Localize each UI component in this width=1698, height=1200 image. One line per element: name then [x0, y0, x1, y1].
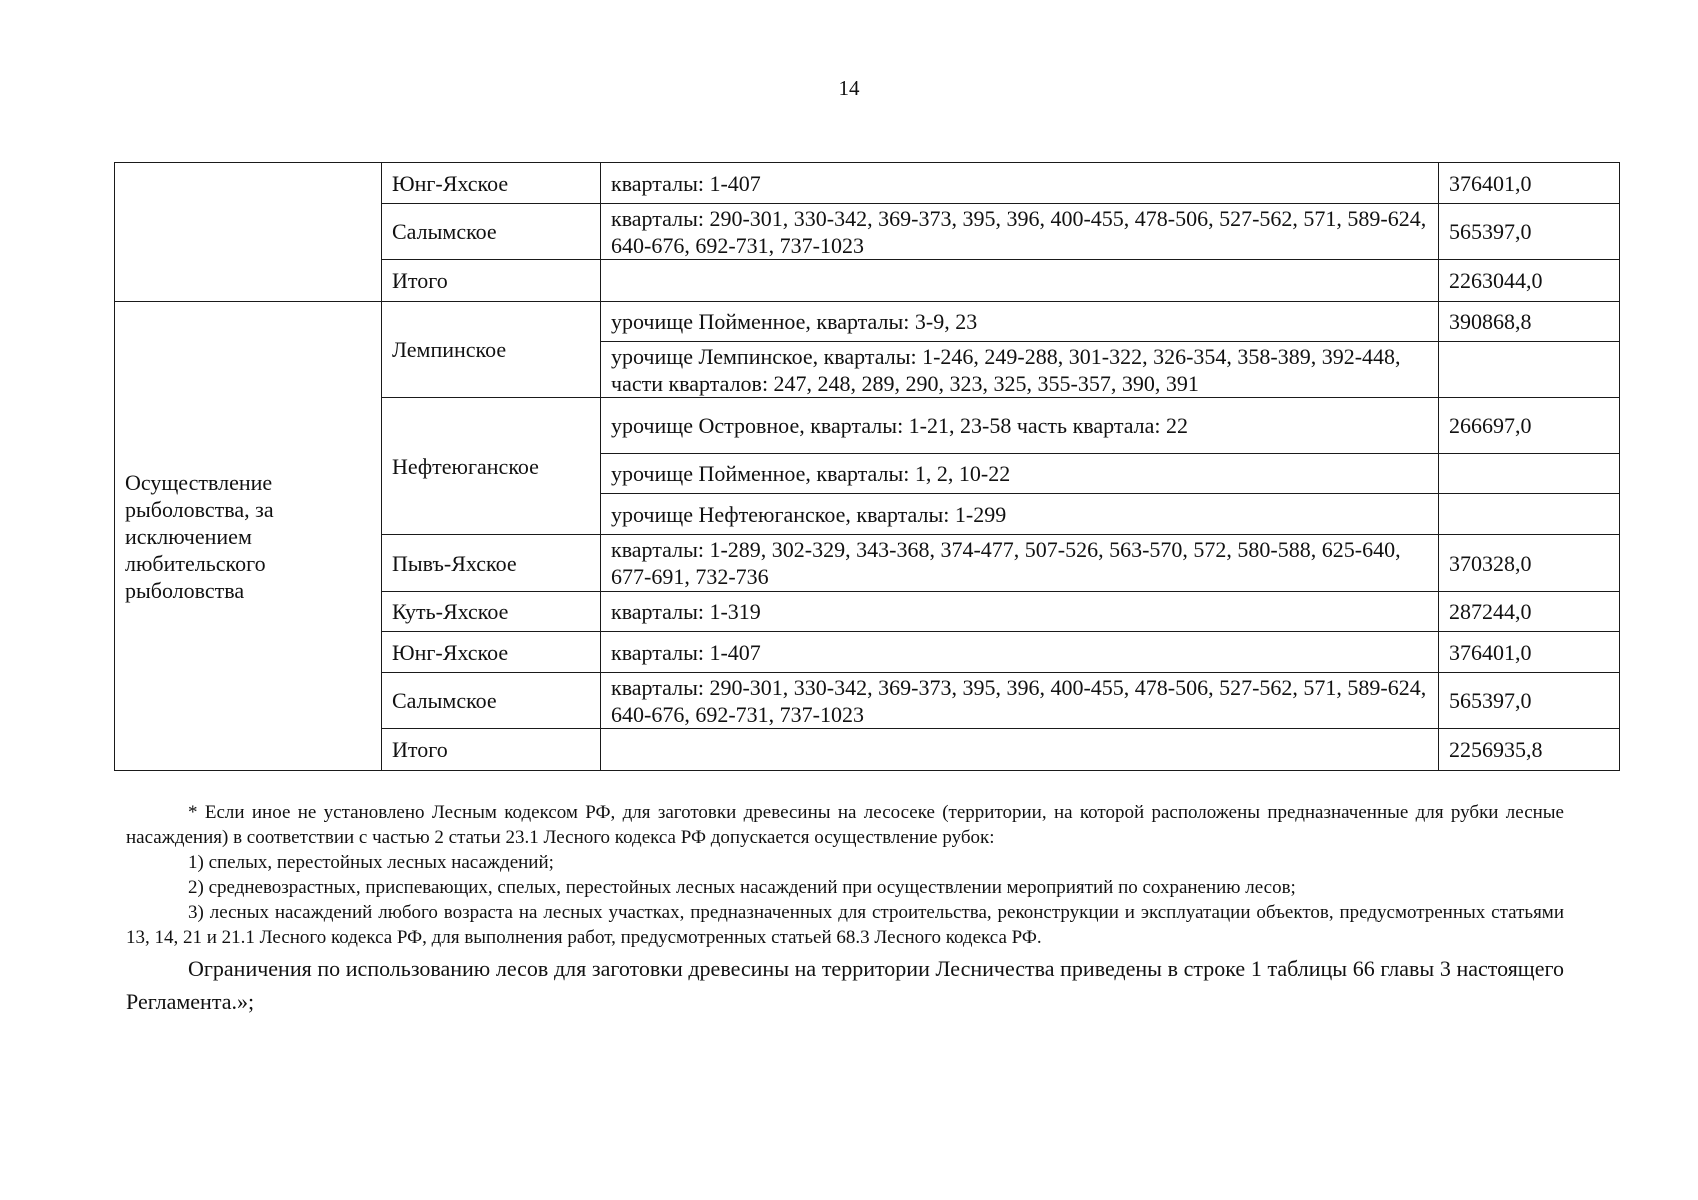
description-cell: урочище Пойменное, кварталы: 1, 2, 10-22 [601, 454, 1439, 494]
footnote-item: 2) средневозрастных, приспевающих, спелых, перестойных лесных насаждений при осуществлении мероприятий по сохранению лесов; [188, 877, 1296, 898]
description-cell: кварталы: 290-301, 330-342, 369-373, 395, 396, 400-455, 478-506, 527-562, 571, 589-624, 640-676, 692-731, 737-1023 [601, 673, 1439, 729]
activity-cell: Осуществление рыболовства, за исключением любительского рыболовства [115, 302, 382, 771]
district-cell: Салымское [382, 673, 601, 729]
area-cell: 565397,0 [1439, 673, 1620, 729]
footnote [126, 800, 1564, 950]
description-cell: кварталы: 1-319 [601, 592, 1439, 632]
district-cell: Пывъ-Яхское [382, 535, 601, 592]
restriction-text: Ограничения по использованию лесов для заготовки древесины на территории Лесничества приведены в строке 1 таблицы 66 главы 3 настоящего Регламента.»; [126, 956, 1564, 1014]
area-cell: 390868,8 [1439, 302, 1620, 342]
total-value: 2256935,8 [1439, 729, 1620, 771]
regulation-table [114, 162, 1620, 771]
description-cell: кварталы: 1-289, 302-329, 343-368, 374-477, 507-526, 563-570, 572, 580-588, 625-640, 677-691, 732-736 [601, 535, 1439, 592]
area-cell: 370328,0 [1439, 535, 1620, 592]
area-cell: 266697,0 [1439, 398, 1620, 454]
district-cell: Нефтеюганское [382, 398, 601, 535]
area-cell-empty [1439, 454, 1620, 494]
description-cell: кварталы: 1-407 [601, 163, 1439, 204]
total-value: 2263044,0 [1439, 260, 1620, 302]
area-cell: 376401,0 [1439, 632, 1620, 673]
district-cell: Лемпинское [382, 302, 601, 398]
footnote-intro: * Если иное не установлено Лесным кодексом РФ, для заготовки древесины на лесосеке (территории, на которой расположены предназначенные для рубки лесные насаждения) в соответствии с частью 2 статьи 23.1 Лесного кодекса РФ допускается осуществление рубок: [126, 802, 1564, 848]
district-cell: Салымское [382, 204, 601, 260]
description-cell-empty [601, 260, 1439, 302]
description-cell: урочище Пойменное, кварталы: 3-9, 23 [601, 302, 1439, 342]
total-label: Итого [382, 729, 601, 771]
footnote-item: 3) лесных насаждений любого возраста на лесных участках, предназначенных для строительства, реконструкции и эксплуатации объектов, предусмотренных статьями 13, 14, 21 и 21.1 Лесного кодекса РФ, для выполнения работ, предусмотренных статьей 68.3 Лесного кодекса РФ. [126, 902, 1564, 948]
description-cell: урочище Островное, кварталы: 1-21, 23-58 часть квартала: 22 [601, 398, 1439, 454]
area-cell-empty [1439, 342, 1620, 398]
district-cell: Юнг-Яхское [382, 163, 601, 204]
total-label: Итого [382, 260, 601, 302]
area-cell-empty [1439, 494, 1620, 535]
district-cell: Куть-Яхское [382, 592, 601, 632]
area-cell: 376401,0 [1439, 163, 1620, 204]
table-row [115, 163, 1620, 204]
description-cell: урочище Нефтеюганское, кварталы: 1-299 [601, 494, 1439, 535]
description-cell: кварталы: 290-301, 330-342, 369-373, 395, 396, 400-455, 478-506, 527-562, 571, 589-624, 640-676, 692-731, 737-1023 [601, 204, 1439, 260]
restriction-paragraph [126, 952, 1564, 1018]
description-cell-empty [601, 729, 1439, 771]
table-row [115, 302, 1620, 342]
description-cell: урочище Лемпинское, кварталы: 1-246, 249-288, 301-322, 326-354, 358-389, 392-448, части кварталов: 247, 248, 289, 290, 323, 325, 355-357, 390, 391 [601, 342, 1439, 398]
page-number: 14 [838, 76, 860, 100]
description-cell: кварталы: 1-407 [601, 632, 1439, 673]
footnote-item: 1) спелых, перестойных лесных насаждений; [188, 852, 554, 873]
activity-cell-empty [115, 163, 382, 302]
district-cell: Юнг-Яхское [382, 632, 601, 673]
area-cell: 565397,0 [1439, 204, 1620, 260]
area-cell: 287244,0 [1439, 592, 1620, 632]
